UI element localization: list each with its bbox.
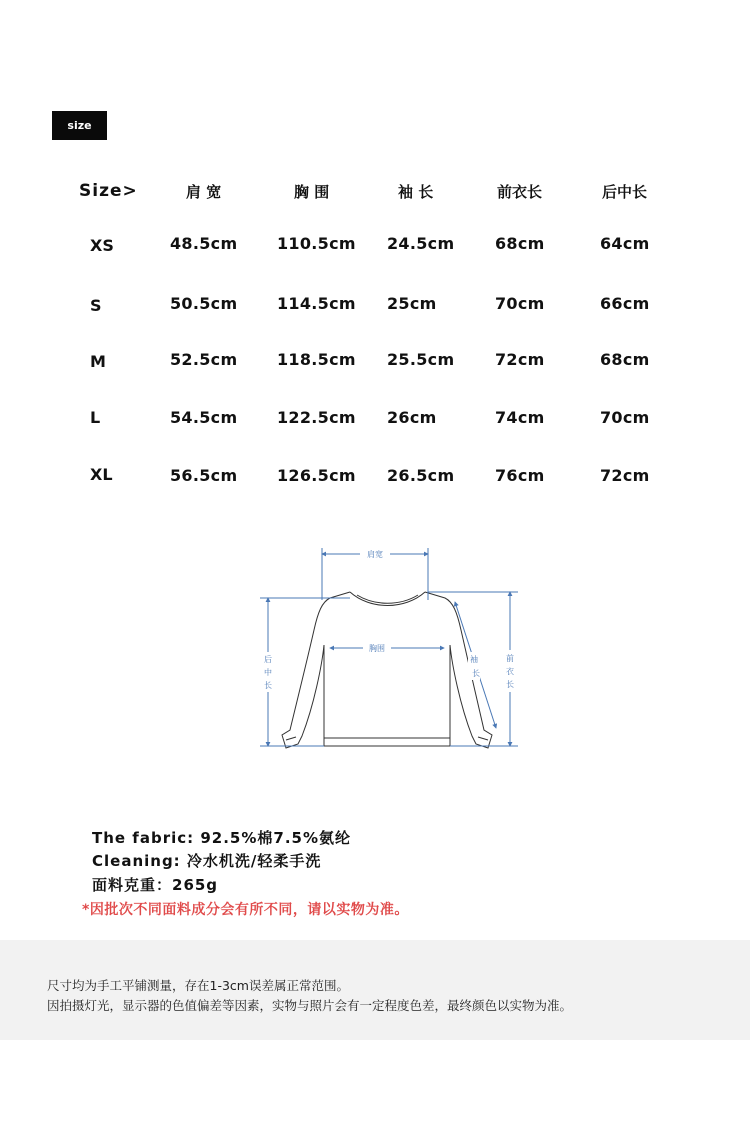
header-chest: 胸 围 [294, 183, 330, 201]
table-cell: 64cm [600, 234, 650, 253]
table-cell: 56.5cm [170, 466, 238, 485]
table-cell: 26cm [387, 408, 437, 427]
label-front-length-2: 衣 [506, 667, 514, 676]
table-cell: 74cm [495, 408, 545, 427]
fabric-info: The fabric: 92.5%棉7.5%氨纶 [92, 829, 351, 847]
fabric-note: *因批次不同面料成分会有所不同，请以实物为准。 [82, 902, 409, 918]
size-label: XL [90, 465, 113, 484]
label-shoulder: 肩宽 [367, 550, 383, 559]
sweatshirt-diagram [250, 540, 530, 770]
table-cell: 68cm [495, 234, 545, 253]
size-label: S [90, 296, 102, 315]
sweatshirt-outline [282, 592, 492, 748]
table-cell: 68cm [600, 350, 650, 369]
header-size: Size> [79, 181, 138, 201]
table-cell: 50.5cm [170, 294, 238, 313]
table-cell: 70cm [495, 294, 545, 313]
label-front-length-1: 前 [506, 654, 514, 663]
size-label: M [90, 352, 106, 371]
weight-info: 面料克重：265g [92, 876, 219, 894]
table-cell: 76cm [495, 466, 545, 485]
size-tag: size [52, 111, 107, 140]
footer-line-2: 因拍摄灯光，显示器的色值偏差等因素，实物与照片会有一定程度色差，最终颜色以实物为准。 [47, 998, 573, 1013]
label-back-length-2: 中 [264, 668, 272, 677]
table-cell: 52.5cm [170, 350, 238, 369]
table-cell: 24.5cm [387, 234, 455, 253]
footer-panel [0, 940, 750, 1040]
table-cell: 72cm [600, 466, 650, 485]
table-cell: 66cm [600, 294, 650, 313]
label-back-length-1: 后 [264, 655, 272, 664]
label-front-length-3: 长 [506, 680, 514, 689]
table-cell: 126.5cm [277, 466, 356, 485]
label-sleeve-1: 袖 [470, 655, 478, 664]
table-cell: 72cm [495, 350, 545, 369]
table-cell: 54.5cm [170, 408, 238, 427]
label-sleeve-2: 长 [472, 669, 480, 678]
header-back-length: 后中长 [602, 183, 648, 201]
table-cell: 26.5cm [387, 466, 455, 485]
size-label: XS [90, 236, 114, 255]
size-label: L [90, 408, 101, 427]
table-cell: 70cm [600, 408, 650, 427]
header-sleeve: 袖 长 [398, 183, 434, 201]
label-chest: 胸围 [369, 644, 385, 653]
table-cell: 25.5cm [387, 350, 455, 369]
table-cell: 25cm [387, 294, 437, 313]
table-cell: 48.5cm [170, 234, 238, 253]
footer-line-1: 尺寸均为手工平铺测量，存在1-3cm误差属正常范围。 [47, 978, 349, 993]
table-cell: 114.5cm [277, 294, 356, 313]
table-cell: 122.5cm [277, 408, 356, 427]
table-cell: 110.5cm [277, 234, 356, 253]
label-back-length-3: 长 [264, 681, 272, 690]
cleaning-info: Cleaning: 冷水机洗/轻柔手洗 [92, 852, 322, 870]
header-shoulder: 肩 宽 [186, 183, 222, 201]
table-cell: 118.5cm [277, 350, 356, 369]
header-front-length: 前衣长 [497, 183, 543, 201]
